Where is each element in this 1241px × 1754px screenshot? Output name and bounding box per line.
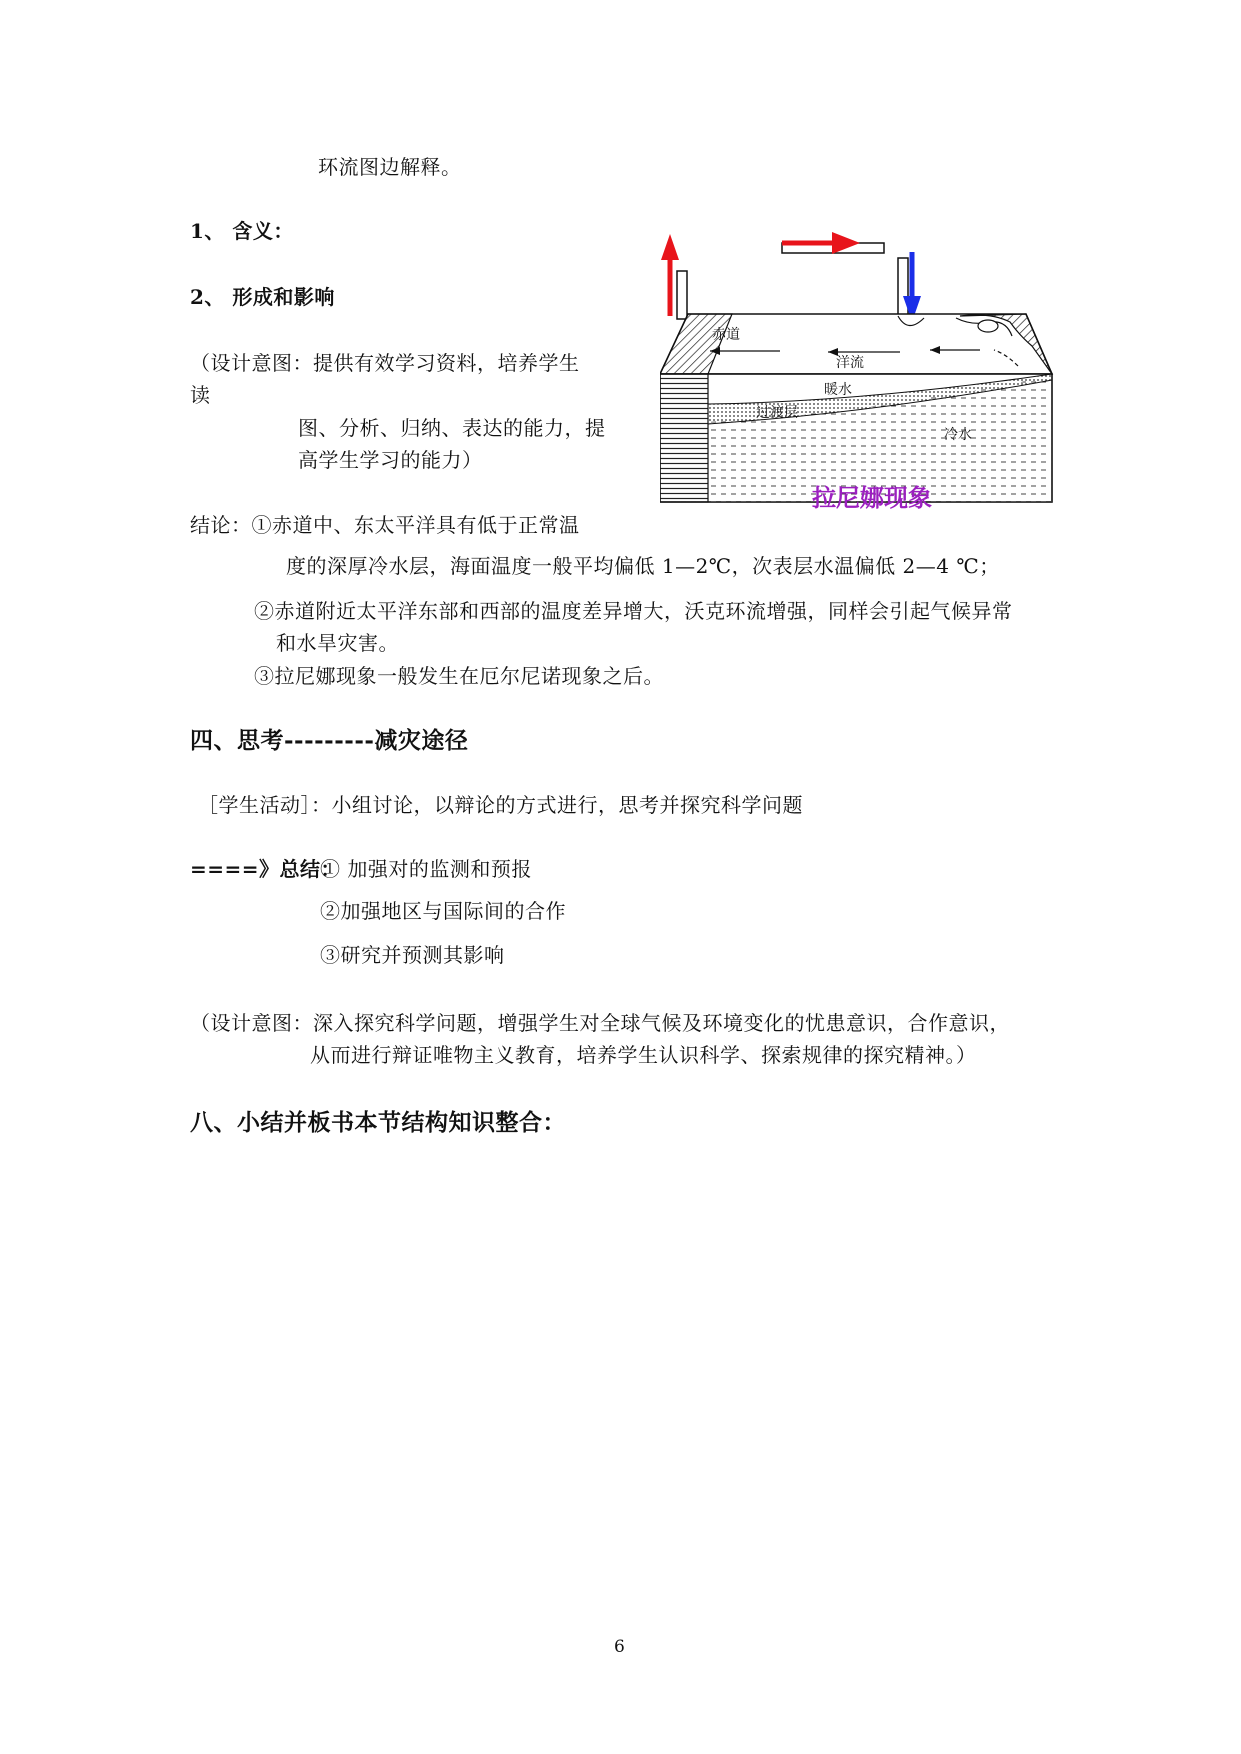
text-line: 从而进行辩证唯物主义教育，培养学生认识科学、探索规律的探究精神。） — [310, 1043, 977, 1067]
text-line: 环流图边解释。 — [318, 155, 462, 179]
text-line: 图、分析、归纳、表达的能力，提 — [298, 416, 606, 440]
summary-prefix: ====》总结： — [190, 857, 342, 881]
text-line: 结论：①赤道中、东太平洋具有低于正常温 — [190, 513, 580, 537]
label-current: 洋流 — [836, 355, 864, 371]
blue-down-arrow — [898, 252, 921, 322]
text-line: （设计意图：深入探究科学问题，增强学生对全球气候及环境变化的忧患意识，合作意识， — [190, 1011, 1010, 1035]
text-line: 和水旱灾害。 — [276, 631, 399, 655]
label-equator: 赤道 — [712, 327, 740, 343]
text-line: 读 — [190, 383, 211, 407]
text-line: ②加强地区与国际间的合作 — [320, 899, 566, 923]
heading-meaning: 1、 含义： — [190, 219, 294, 243]
text-line: ［学生活动］：小组讨论，以辩论的方式进行，思考并探究科学问题 — [198, 793, 803, 817]
text-line: 高学生学习的能力） — [298, 448, 483, 472]
red-right-arrow — [782, 232, 884, 254]
red-up-arrow — [661, 234, 687, 319]
page-number: 6 — [614, 1637, 626, 1657]
label-transition: 过渡层 — [756, 405, 798, 421]
text-line: ②赤道附近太平洋东部和西部的温度差异增大，沃克环流增强，同样会引起气候异常 — [254, 599, 1013, 623]
text-line: ③研究并预测其影响 — [320, 943, 505, 967]
label-warm: 暖水 — [824, 382, 852, 398]
heading-formation: 2、 形成和影响 — [190, 285, 335, 309]
diagram-caption: 拉尼娜现象 — [812, 484, 932, 512]
text-line: ① 加强对的监测和预报 — [320, 857, 532, 881]
text-line: 度的深厚冷水层，海面温度一般平均偏低 1—2℃，次表层水温偏低 2—4 ℃； — [286, 554, 1000, 578]
text-line: ③拉尼娜现象一般发生在厄尔尼诺现象之后。 — [254, 664, 664, 688]
text-line: （设计意图：提供有效学习资料，培养学生 — [190, 351, 580, 375]
label-cold: 冷水 — [944, 427, 972, 443]
la-nina-diagram — [660, 226, 1068, 504]
section-heading: 四、思考---------减灾途径 — [190, 727, 469, 754]
section-heading: 八、小结并板书本节结构知识整合： — [190, 1109, 566, 1136]
